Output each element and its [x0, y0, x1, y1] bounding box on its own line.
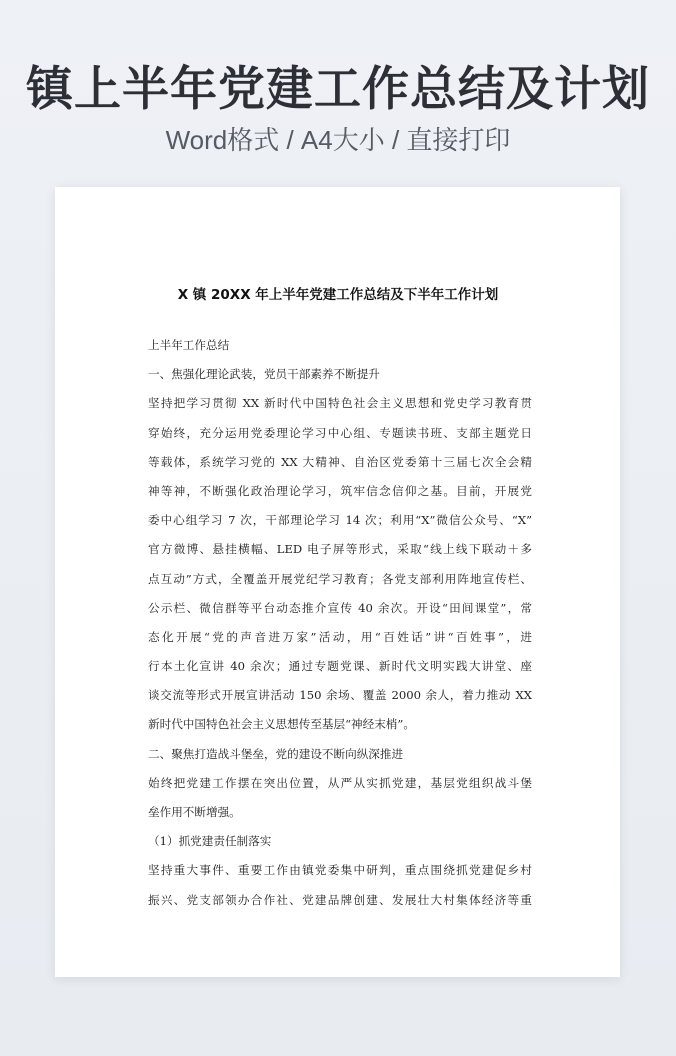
banner-title: 镇上半年党建工作总结及计划	[26, 62, 650, 117]
document-line: 官方微博、悬挂横幅、LED 电子屏等形式，采取“线上线下联动＋多	[148, 542, 532, 557]
document-line: 委中心组学习 7 次，干部理论学习 14 次；利用“X”微信公众号、“X”	[148, 513, 532, 528]
document-line: 公示栏、微信群等平台动态推介宣传 40 余次。开设“田间课堂”，常	[148, 600, 532, 615]
document-page	[55, 187, 620, 977]
banner	[0, 62, 676, 156]
document-line: 一、焦强化理论武装，党员干部素养不断提升	[148, 367, 380, 382]
document-line: 行本土化宣讲 40 余次；通过专题党课、新时代文明实践大讲堂、座	[148, 659, 532, 674]
document-title: X 镇 20XX 年上半年党建工作总结及下半年工作计划	[177, 287, 499, 303]
document-line: （1）抓党建责任制落实	[148, 834, 272, 849]
document-line: 新时代中国特色社会主义思想传至基层“神经末梢”。	[148, 717, 415, 732]
document-line: 始终把党建工作摆在突出位置，从严从实抓党建，基层党组织战斗堡	[148, 775, 532, 790]
document-line: 等载体，系统学习党的 XX 大精神、自治区党委第十三届七次全会精	[148, 454, 532, 469]
document-line: 坚持重大事件、重要工作由镇党委集中研判，重点围绕抓党建促乡村	[148, 863, 532, 878]
document-line: 态化开展“党的声音进万家”活动，用“百姓话”讲“百姓事”，进	[148, 629, 532, 644]
document-line: 振兴、党支部领办合作社、党建品牌创建、发展壮大村集体经济等重	[148, 892, 532, 907]
document-line: 垒作用不断增强。	[148, 805, 241, 819]
document-line: 点互动”方式，全覆盖开展党纪学习教育；各党支部利用阵地宣传栏、	[148, 571, 532, 586]
document-line: 谈交流等形式开展宣讲活动 150 余场、覆盖 2000 余人，着力推动 XX	[148, 688, 532, 703]
document-line: 神等神，不断强化政治理论学习，筑牢信念信仰之基。目前，开展党	[148, 483, 532, 498]
document-body	[148, 331, 532, 915]
document-line: 坚持把学习贯彻 XX 新时代中国特色社会主义思想和党史学习教育贯	[148, 396, 532, 411]
banner-subtitle: Word格式 / A4大小 / 直接打印	[165, 125, 511, 155]
document-line: 上半年工作总结	[148, 338, 230, 352]
document-line: 二、聚焦打造战斗堡垒，党的建设不断向纵深推进	[148, 746, 404, 761]
document-line: 穿始终，充分运用党委理论学习中心组、专题读书班、支部主题党日	[148, 425, 532, 440]
